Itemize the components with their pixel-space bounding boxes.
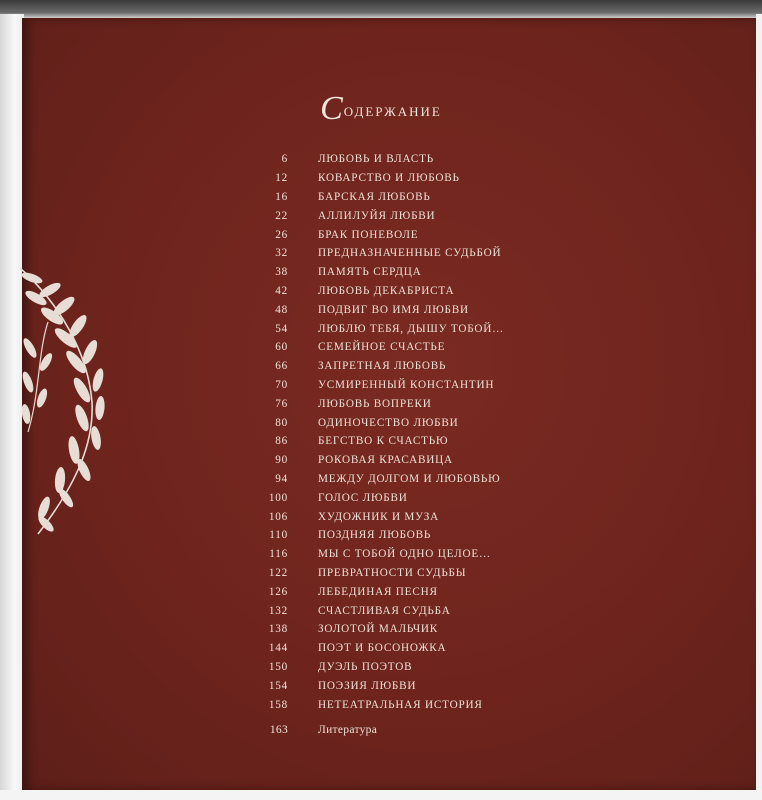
toc-page-number: 70: [275, 378, 288, 391]
toc-chapter-title: НЕТЕАТРАЛЬНАЯ ИСТОРИЯ: [318, 698, 483, 711]
toc-page-number: 66: [275, 360, 288, 373]
toc-chapter-title: ЛЮБОВЬ ВОПРЕКИ: [318, 397, 432, 410]
toc-chapter-title: БРАК ПОНЕВОЛЕ: [318, 228, 419, 241]
toc-chapter-title: ПОЭТ И БОСОНОЖКА: [318, 642, 447, 655]
toc-chapter-title: ЗОЛОТОЙ МАЛЬЧИК: [318, 623, 439, 636]
toc-chapter-title: ЗАПРЕТНАЯ ЛЮБОВЬ: [318, 360, 447, 373]
toc-chapter-title: ПОЭЗИЯ ЛЮБВИ: [318, 679, 417, 692]
toc-page-number: 26: [275, 228, 288, 241]
toc-page-number: 80: [275, 416, 288, 429]
toc-row[interactable]: [250, 658, 670, 677]
toc-page-number: 163: [269, 724, 288, 736]
title-initial: С: [320, 90, 343, 127]
toc-row[interactable]: [250, 545, 670, 564]
table-of-contents: [250, 150, 670, 714]
toc-row[interactable]: [250, 488, 670, 507]
toc-page-number: 42: [275, 284, 288, 297]
toc-chapter-title: ПОЗДНЯЯ ЛЮБОВЬ: [318, 529, 432, 542]
toc-row[interactable]: [250, 188, 670, 207]
toc-page-number: 38: [275, 266, 288, 279]
toc-chapter-title: ПРЕВРАТНОСТИ СУДЬБЫ: [318, 566, 467, 579]
toc-row[interactable]: [250, 282, 670, 301]
toc-chapter-title: ЛЮБОВЬ И ВЛАСТЬ: [318, 153, 434, 166]
scan-top-edge: [0, 0, 762, 18]
toc-page-number: 76: [275, 397, 288, 410]
toc-row[interactable]: [250, 582, 670, 601]
toc-chapter-title: МЫ С ТОБОЙ ОДНО ЦЕЛОЕ…: [318, 548, 491, 561]
toc-page-number: 32: [275, 247, 288, 260]
toc-page-number: 150: [268, 660, 288, 673]
toc-row[interactable]: [250, 451, 670, 470]
toc-chapter-title: РОКОВАЯ КРАСАВИЦА: [318, 454, 453, 467]
toc-page-number: 90: [275, 454, 288, 467]
page-bottom-edge: [0, 790, 762, 800]
toc-chapter-title: ЛЮБОВЬ ДЕКАБРИСТА: [318, 284, 455, 297]
toc-page-number: 154: [268, 679, 288, 692]
laurel-branch-icon: [18, 262, 110, 542]
toc-chapter-title: ДУЭЛЬ ПОЭТОВ: [318, 660, 413, 673]
toc-page-number: 16: [275, 190, 288, 203]
toc-row[interactable]: [250, 319, 670, 338]
toc-page-number: 122: [268, 566, 288, 579]
toc-chapter-title: ПРЕДНАЗНАЧЕННЫЕ СУДЬБОЙ: [318, 247, 502, 260]
toc-row[interactable]: [250, 150, 670, 169]
toc-row[interactable]: [250, 244, 670, 263]
toc-row[interactable]: [250, 225, 670, 244]
toc-page-number: 116: [269, 548, 288, 561]
toc-chapter-title: ЛЕБЕДИНАЯ ПЕСНЯ: [318, 585, 438, 598]
toc-row[interactable]: [250, 263, 670, 282]
toc-page-number: 54: [275, 322, 288, 335]
toc-page-number: 6: [281, 153, 288, 166]
toc-chapter-title: ХУДОЖНИК И МУЗА: [318, 510, 440, 523]
toc-page-number: 132: [268, 604, 288, 617]
toc-chapter-title: БАРСКАЯ ЛЮБОВЬ: [318, 190, 431, 203]
toc-page-number: 12: [275, 172, 288, 185]
toc-row[interactable]: [250, 507, 670, 526]
toc-page-number: 22: [275, 209, 288, 222]
toc-row[interactable]: [250, 413, 670, 432]
toc-row[interactable]: [250, 620, 670, 639]
toc-chapter-title: УСМИРЕННЫЙ КОНСТАНТИН: [318, 378, 495, 391]
toc-row-literature[interactable]: [250, 724, 377, 736]
toc-row[interactable]: [250, 564, 670, 583]
toc-row[interactable]: [250, 376, 670, 395]
toc-page-number: 158: [268, 698, 288, 711]
page-right-edge: [756, 14, 762, 800]
toc-chapter-title: АЛЛИЛУЙЯ ЛЮБВИ: [318, 209, 436, 222]
toc-page-number: 48: [275, 303, 288, 316]
toc-chapter-title: КОВАРСТВО И ЛЮБОВЬ: [318, 172, 460, 185]
toc-page-number: 138: [268, 623, 288, 636]
toc-row[interactable]: [250, 470, 670, 489]
toc-chapter-title: ПАМЯТЬ СЕРДЦА: [318, 266, 422, 279]
toc-row[interactable]: [250, 526, 670, 545]
toc-page-number: 144: [268, 642, 288, 655]
toc-page-number: 106: [268, 510, 288, 523]
toc-page-number: 126: [268, 585, 288, 598]
toc-page-number: 94: [275, 472, 288, 485]
toc-chapter-title: СЧАСТЛИВАЯ СУДЬБА: [318, 604, 451, 617]
toc-page-number: 60: [275, 341, 288, 354]
toc-row[interactable]: [250, 169, 670, 188]
toc-chapter-title: ОДИНОЧЕСТВО ЛЮБВИ: [318, 416, 459, 429]
toc-row[interactable]: [250, 432, 670, 451]
toc-row[interactable]: [250, 357, 670, 376]
toc-chapter-title: ЛЮБЛЮ ТЕБЯ, ДЫШУ ТОБОЙ…: [318, 322, 505, 335]
toc-chapter-title: Литература: [318, 724, 378, 736]
toc-chapter-title: СЕМЕЙНОЕ СЧАСТЬЕ: [318, 341, 446, 354]
toc-chapter-title: ГОЛОС ЛЮБВИ: [318, 491, 408, 504]
toc-row[interactable]: [250, 676, 670, 695]
toc-row[interactable]: [250, 601, 670, 620]
toc-chapter-title: МЕЖДУ ДОЛГОМ И ЛЮБОВЬЮ: [318, 472, 501, 485]
toc-page-number: 100: [268, 491, 288, 504]
toc-page-number: 110: [269, 529, 288, 542]
title-rest: одержание: [343, 100, 442, 121]
toc-row[interactable]: [250, 639, 670, 658]
toc-row[interactable]: [250, 394, 670, 413]
toc-chapter-title: БЕГСТВО К СЧАСТЬЮ: [318, 435, 449, 448]
toc-row[interactable]: [250, 695, 670, 714]
toc-chapter-title: ПОДВИГ ВО ИМЯ ЛЮБВИ: [318, 303, 469, 316]
toc-row[interactable]: [250, 206, 670, 225]
toc-row[interactable]: [250, 338, 670, 357]
toc-page-number: 86: [275, 435, 288, 448]
toc-row[interactable]: [250, 300, 670, 319]
page-title: [0, 90, 762, 128]
